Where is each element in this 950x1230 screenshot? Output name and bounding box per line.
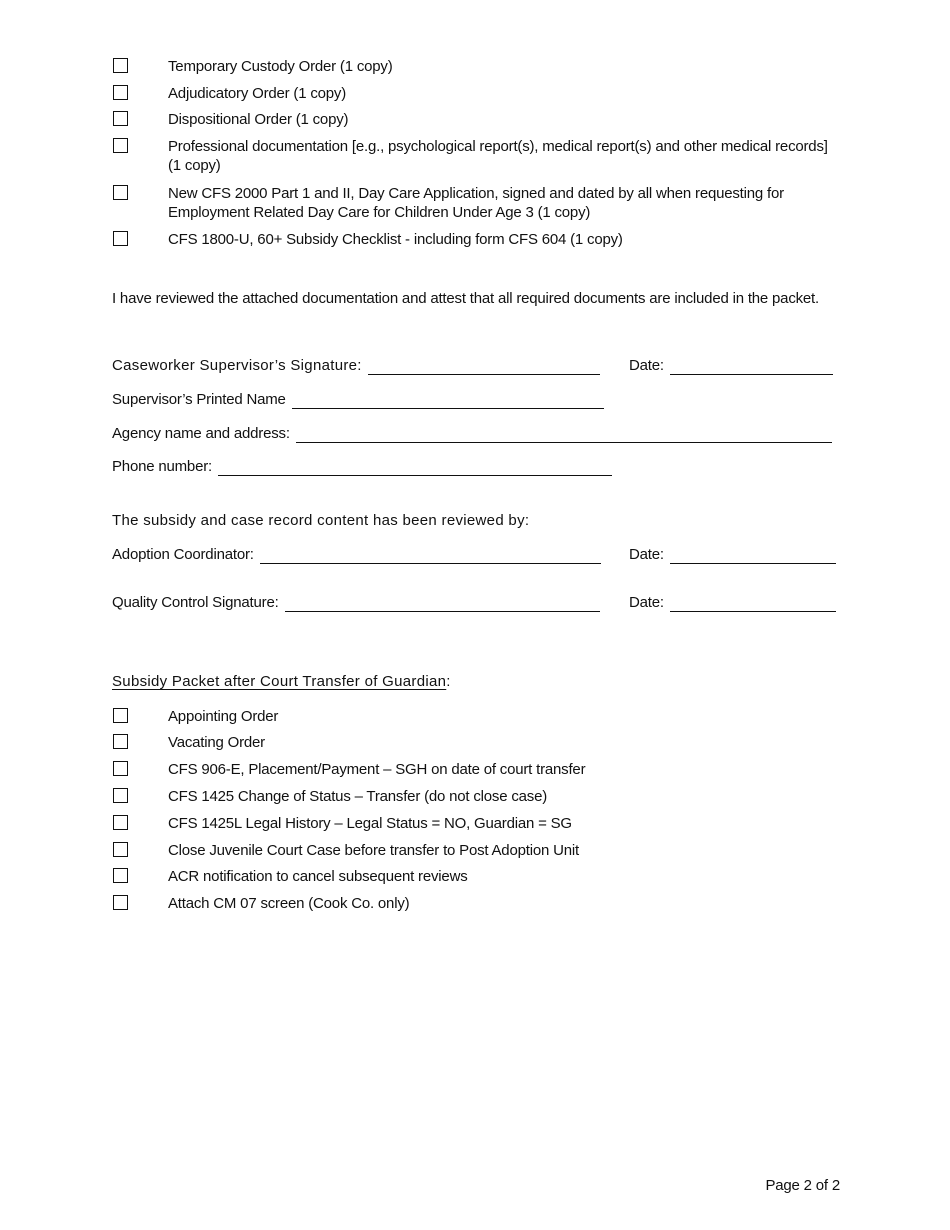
attestation-statement: I have reviewed the attached documentation and attest that all required documents are included in the packet. [112, 290, 819, 307]
quality-control-field [112, 593, 600, 612]
checklist-item-dispositional-order [113, 110, 843, 129]
quality-control-label: Quality Control Signature: [112, 594, 279, 611]
coordinator-date-input[interactable] [670, 547, 836, 564]
agency-name-address-input[interactable] [296, 426, 832, 443]
checkbox[interactable] [113, 708, 128, 723]
agency-name-address-field [112, 424, 832, 443]
checklist-item-cfs-1800-u [113, 230, 843, 249]
transfer-section-colon: : [446, 673, 451, 690]
transfer-item-appointing-order [113, 707, 843, 726]
checklist-item-professional-documentation [113, 137, 843, 175]
checkbox[interactable] [113, 231, 128, 246]
adoption-coordinator-label: Adoption Coordinator: [112, 546, 254, 563]
transfer-section-heading [112, 672, 451, 691]
review-intro: The subsidy and case record content has been reviewed by: [112, 512, 530, 529]
checklist-item-label: Adjudicatory Order (1 copy) [168, 85, 347, 102]
transfer-item-cfs-1425 [113, 787, 843, 806]
checklist-item-label: Dispositional Order (1 copy) [168, 111, 349, 128]
transfer-item-acr-notification [113, 867, 843, 886]
coordinator-date-field [629, 545, 836, 564]
supervisor-printed-name-label: Supervisor’s Printed Name [112, 391, 286, 408]
supervisor-signature-field [112, 356, 600, 375]
checklist-item-label: CFS 1425 Change of Status – Transfer (do not close case) [168, 788, 548, 805]
supervisor-date-field [629, 356, 833, 375]
transfer-section-title: Subsidy Packet after Court Transfer of Guardian [112, 673, 447, 690]
supervisor-signature-input[interactable] [368, 358, 600, 375]
checklist-item-label: CFS 1800-U, 60+ Subsidy Checklist - including form CFS 604 (1 copy) [168, 231, 623, 248]
agency-name-address-label: Agency name and address: [112, 425, 290, 442]
checkbox[interactable] [113, 815, 128, 830]
quality-date-label: Date: [629, 594, 664, 611]
supervisor-date-input[interactable] [670, 358, 833, 375]
quality-date-field [629, 593, 836, 612]
transfer-item-attach-cm-07 [113, 894, 843, 913]
transfer-item-cfs-1425l [113, 814, 843, 833]
checklist-item-label: Vacating Order [168, 734, 265, 751]
checklist-item-label: Attach CM 07 screen (Cook Co. only) [168, 895, 410, 912]
page-number: Page 2 of 2 [765, 1177, 840, 1194]
transfer-item-close-juvenile-court-case [113, 841, 843, 860]
transfer-item-vacating-order [113, 733, 843, 752]
checkbox[interactable] [113, 111, 128, 126]
transfer-item-cfs-906-e [113, 760, 843, 779]
checklist-item-label: CFS 1425L Legal History – Legal Status = NO, Guardian = SG [168, 815, 572, 832]
checklist-item-label: Professional documentation [e.g., psychological report(s), medical report(s) and other medical records] (1 copy) [168, 138, 828, 174]
coordinator-date-label: Date: [629, 546, 664, 563]
phone-number-field [112, 457, 612, 476]
checklist-item-label: New CFS 2000 Part 1 and II, Day Care Application, signed and dated by all when requesting for Employment Related Day Care for Children Under Age 3 (1 copy) [168, 185, 784, 221]
checkbox[interactable] [113, 185, 128, 200]
quality-date-input[interactable] [670, 595, 836, 612]
checkbox[interactable] [113, 868, 128, 883]
checkbox[interactable] [113, 85, 128, 100]
checkbox[interactable] [113, 58, 128, 73]
checklist-item-cfs-2000-day-care-application [113, 184, 843, 222]
checklist-item-label: Close Juvenile Court Case before transfer to Post Adoption Unit [168, 842, 579, 859]
supervisor-signature-label: Caseworker Supervisor’s Signature: [112, 357, 362, 374]
checklist-item-adjudicatory-order [113, 84, 843, 103]
checkbox[interactable] [113, 895, 128, 910]
supervisor-printed-name-input[interactable] [292, 392, 604, 409]
phone-number-label: Phone number: [112, 458, 212, 475]
supervisor-date-label: Date: [629, 357, 664, 374]
checklist-item-label: Appointing Order [168, 708, 279, 725]
quality-control-input[interactable] [285, 595, 600, 612]
checklist-item-label: CFS 906-E, Placement/Payment – SGH on date of court transfer [168, 761, 586, 778]
checkbox[interactable] [113, 734, 128, 749]
adoption-coordinator-input[interactable] [260, 547, 601, 564]
checkbox[interactable] [113, 788, 128, 803]
checkbox[interactable] [113, 761, 128, 776]
checklist-item-label: ACR notification to cancel subsequent reviews [168, 868, 468, 885]
adoption-coordinator-field [112, 545, 601, 564]
supervisor-printed-name-field [112, 390, 604, 409]
phone-number-input[interactable] [218, 459, 612, 476]
checkbox[interactable] [113, 138, 128, 153]
checklist-item-label: Temporary Custody Order (1 copy) [168, 58, 393, 75]
checkbox[interactable] [113, 842, 128, 857]
checklist-item-temporary-custody-order [113, 57, 843, 76]
